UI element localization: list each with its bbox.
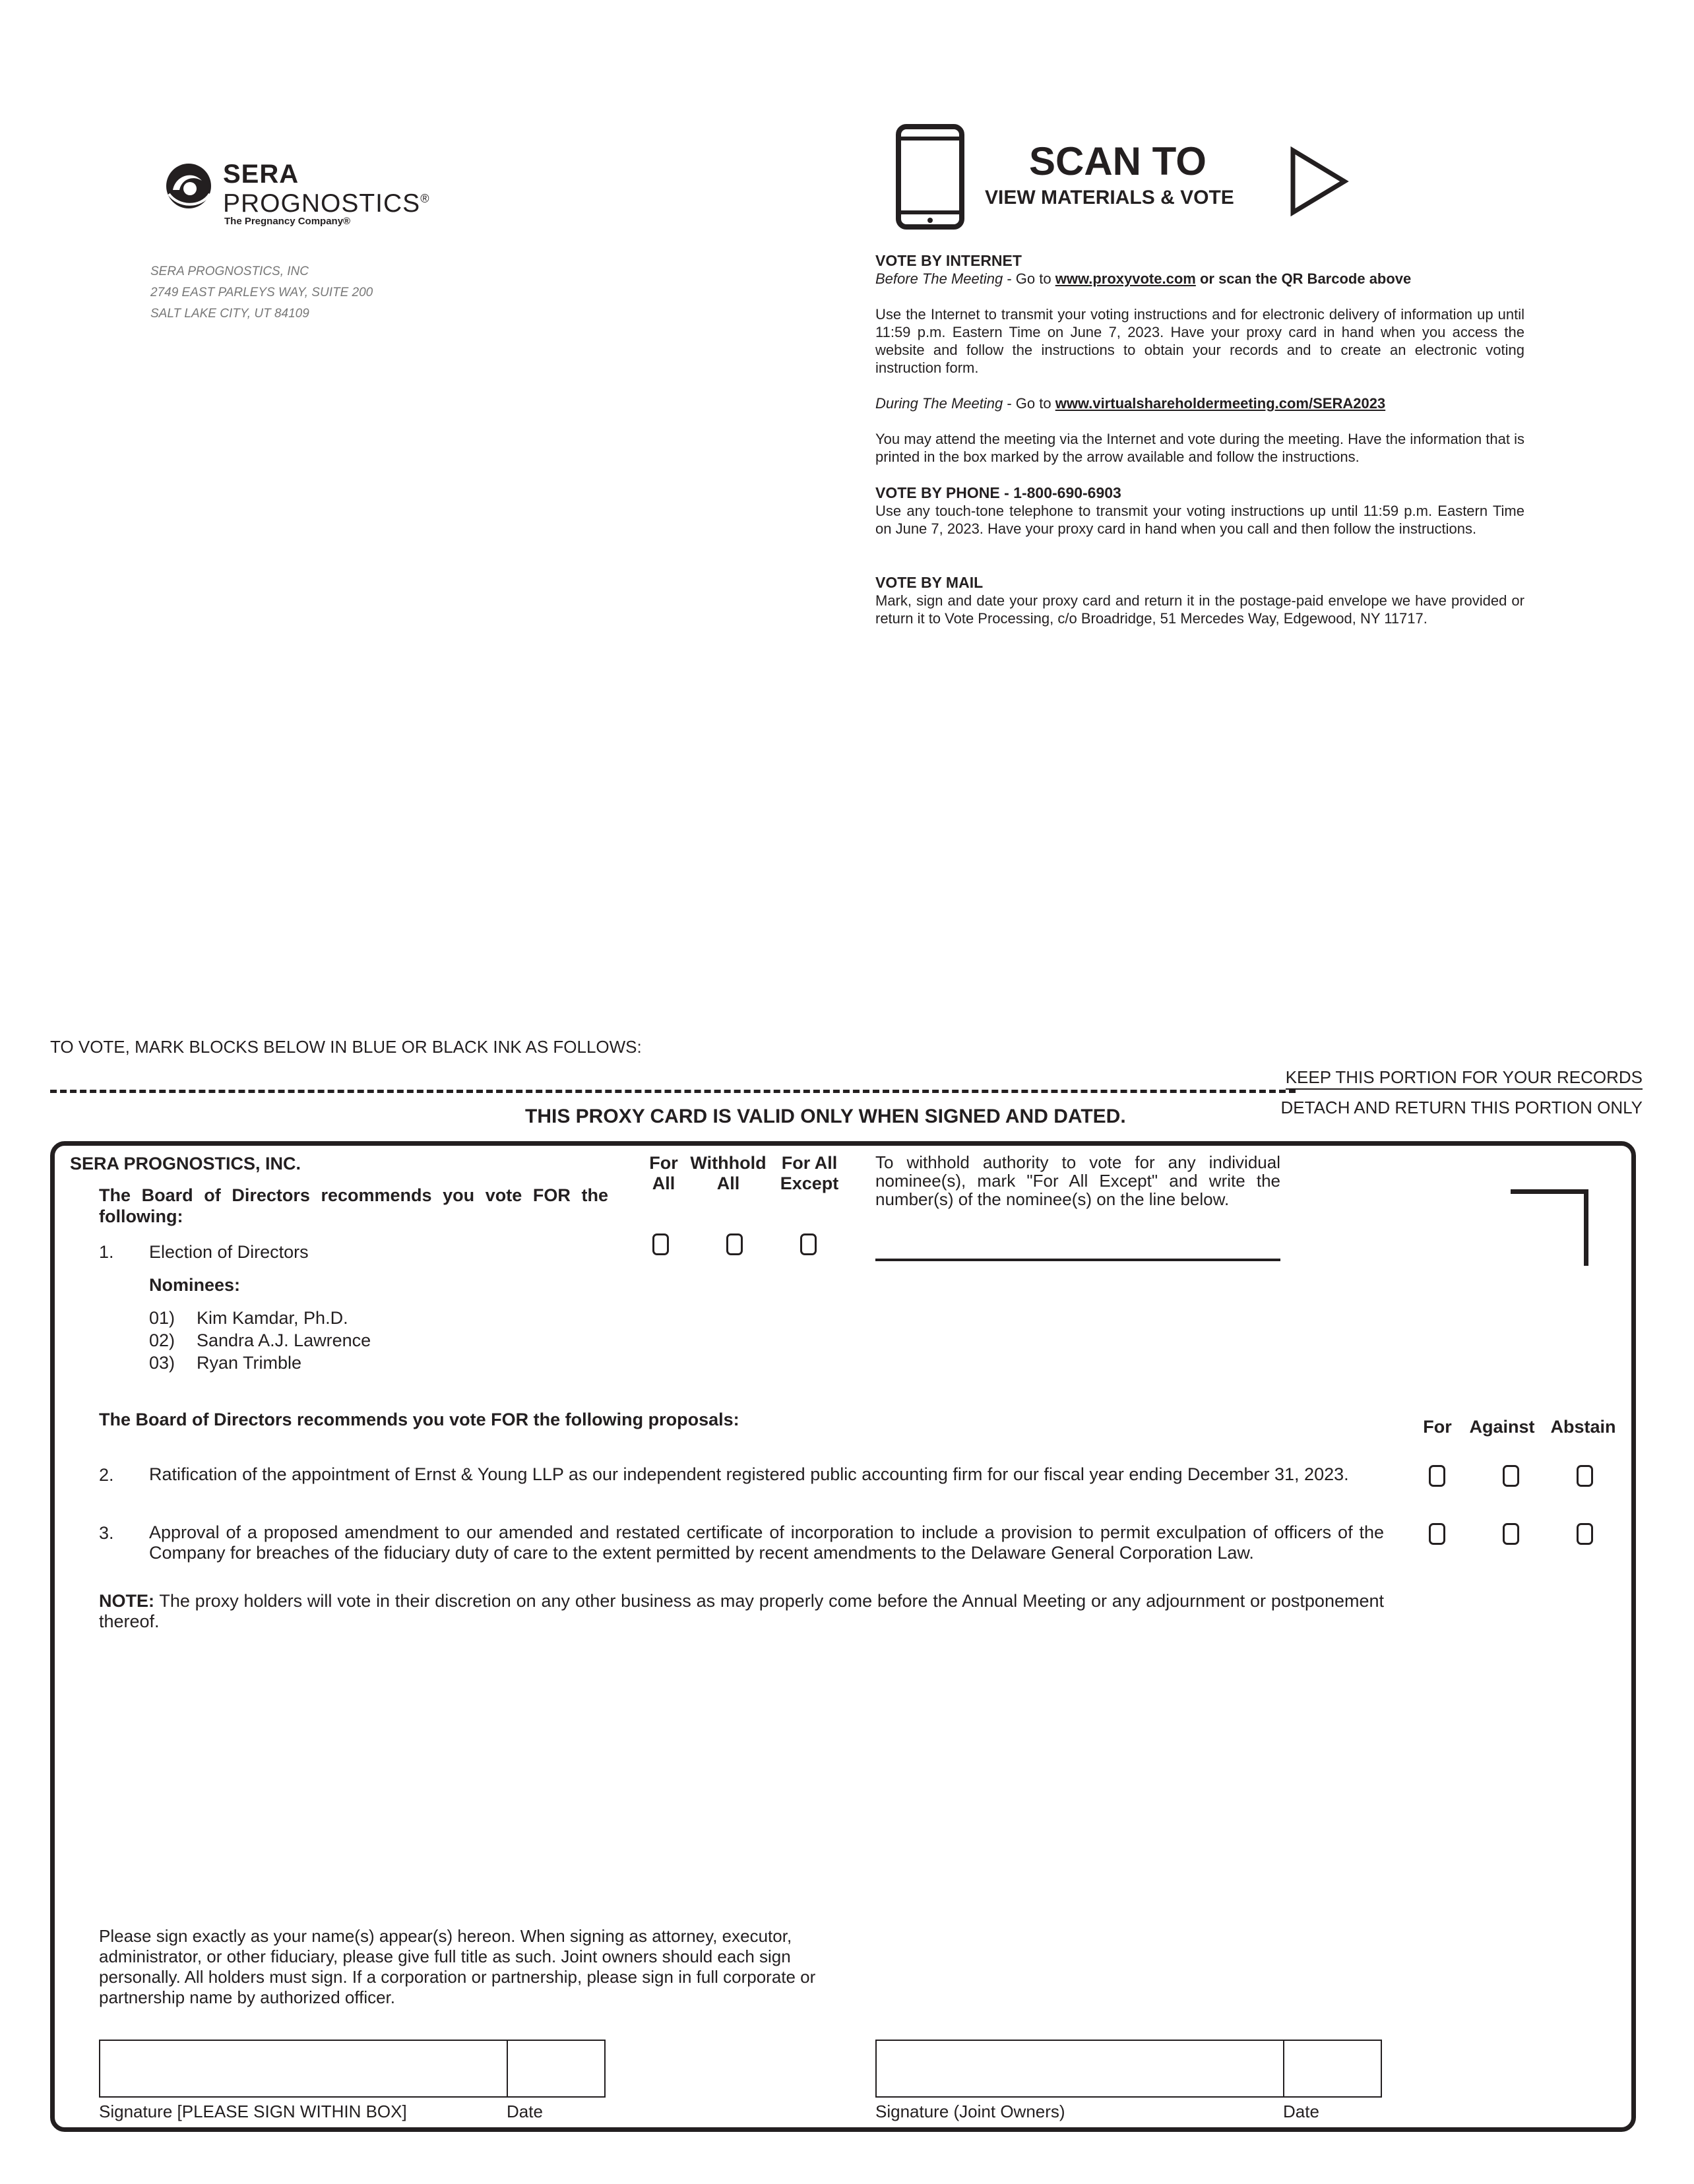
before-meeting-line: Before The Meeting - Go to www.proxyvote.com or scan the QR Barcode above bbox=[875, 270, 1412, 287]
proposal-3-for-checkbox[interactable] bbox=[1429, 1523, 1445, 1545]
withhold-instructions: To withhold authority to vote for any individual nominee(s), mark "For All Except" and write the number(s) of the nominee(s) on the line below. bbox=[875, 1152, 1280, 1209]
joint-date-box[interactable] bbox=[1283, 2040, 1382, 2098]
item-election-directors: Election of Directors bbox=[149, 1242, 309, 1262]
nominee-name: Ryan Trimble bbox=[197, 1353, 302, 1373]
scan-title: SCAN TO bbox=[1029, 139, 1207, 183]
joint-signature-label: Signature (Joint Owners) bbox=[875, 2102, 1065, 2121]
internet-instructions: Use the Internet to transmit your voting instructions and for electronic delivery of information up until 11:59 p.m. Eastern Time on June 7, 2023. Have your proxy card in hand when you access the website and follow the instructions to obtain your records and to create an electronic voting instruction form. bbox=[875, 306, 1524, 376]
nominee-number: 03) bbox=[149, 1353, 175, 1373]
proposal-2-against-checkbox[interactable] bbox=[1503, 1465, 1519, 1487]
nominee-number-line[interactable] bbox=[875, 1259, 1280, 1261]
nominee-number: 02) bbox=[149, 1330, 175, 1350]
item-number: 1. bbox=[99, 1242, 114, 1262]
column-against: Against bbox=[1469, 1417, 1535, 1437]
address-line: SALT LAKE CITY, UT 84109 bbox=[150, 307, 309, 321]
for-all-except-checkbox[interactable] bbox=[800, 1233, 817, 1255]
vote-mail-heading: VOTE BY MAIL bbox=[875, 574, 984, 591]
nominee-number: 01) bbox=[149, 1308, 175, 1328]
proposal-2-abstain-checkbox[interactable] bbox=[1577, 1465, 1593, 1487]
recommend-directors: The Board of Directors recommends you vote FOR the following: bbox=[99, 1185, 608, 1226]
column-for-all: For All bbox=[649, 1153, 678, 1193]
nominee-name: Sandra A.J. Lawrence bbox=[197, 1330, 371, 1350]
column-abstain: Abstain bbox=[1550, 1417, 1616, 1437]
withhold-all-checkbox[interactable] bbox=[726, 1233, 743, 1255]
column-for-all-except: For All Except bbox=[780, 1153, 839, 1193]
proposal-number: 2. bbox=[99, 1465, 114, 1485]
signature-box[interactable] bbox=[99, 2040, 508, 2098]
mark-instructions: TO VOTE, MARK BLOCKS BELOW IN BLUE OR BLACK INK AS FOLLOWS: bbox=[50, 1037, 642, 1057]
address-line: SERA PROGNOSTICS, INC bbox=[150, 265, 309, 278]
date-box[interactable] bbox=[507, 2040, 606, 2098]
nominee-name: Kim Kamdar, Ph.D. bbox=[197, 1308, 348, 1328]
proposal-number: 3. bbox=[99, 1523, 114, 1543]
proposal-3-abstain-checkbox[interactable] bbox=[1577, 1523, 1593, 1545]
valid-notice: THIS PROXY CARD IS VALID ONLY WHEN SIGNED AND DATED. bbox=[525, 1106, 1126, 1127]
vote-by-mail bbox=[875, 574, 1524, 627]
column-for: For bbox=[1423, 1417, 1452, 1437]
vote-internet-heading: VOTE BY INTERNET bbox=[875, 252, 1022, 269]
keep-portion-label: KEEP THIS PORTION FOR YOUR RECORDS bbox=[1286, 1067, 1643, 1090]
vote-by-phone bbox=[875, 484, 1524, 538]
proposal-3-against-checkbox[interactable] bbox=[1503, 1523, 1519, 1545]
return-address bbox=[150, 261, 373, 325]
logo-subname: PROGNOSTICS® bbox=[223, 189, 430, 218]
date-label: Date bbox=[507, 2102, 543, 2121]
virtual-meeting-link[interactable]: www.virtualshareholdermeeting.com/SERA2023 bbox=[1055, 395, 1386, 412]
scan-subtitle: VIEW MATERIALS & VOTE bbox=[985, 187, 1234, 208]
during-meeting-line: During The Meeting - Go to www.virtualshareholdermeeting.com/SERA2023 bbox=[875, 395, 1386, 412]
detach-line bbox=[50, 1090, 1296, 1093]
vote-by-internet bbox=[875, 252, 1524, 466]
proposal-2-for-checkbox[interactable] bbox=[1429, 1465, 1445, 1487]
recommend-proposals: The Board of Directors recommends you vote FOR the following proposals: bbox=[99, 1410, 739, 1429]
mail-instructions: Mark, sign and date your proxy card and return it in the postage-paid envelope we have provided or return it to Vote Processing, c/o Broadridge, 51 Mercedes Way, Edgewood, NY 11717. bbox=[875, 592, 1524, 627]
corner-mark bbox=[1511, 1189, 1588, 1266]
phone-instructions: Use any touch-tone telephone to transmit your voting instructions up until 11:59 p.m. Eastern Time on June 7, 2023. Have your proxy card in hand when you call and then follow the instructions. bbox=[875, 503, 1524, 537]
column-withhold-all: Withhold All bbox=[690, 1153, 767, 1193]
nominees-label: Nominees: bbox=[149, 1275, 241, 1295]
signature-label: Signature [PLEASE SIGN WITHIN BOX] bbox=[99, 2102, 407, 2121]
play-arrow-icon bbox=[1289, 146, 1350, 216]
joint-signature-box[interactable] bbox=[875, 2040, 1284, 2098]
proposal-ratification: Ratification of the appointment of Ernst & Young LLP as our independent registered public accounting firm for our fiscal year ending December 31, 2023. bbox=[149, 1464, 1349, 1484]
sign-instructions: Please sign exactly as your name(s) appear(s) hereon. When signing as attorney, executor, administrator, or other fiduciary, please give full title as such. Joint owners should each sign personally. All holders must sign. If a corporation or partnership, please sign in full corporate or partnership name by authorized officer. bbox=[99, 1926, 816, 2007]
note-paragraph: NOTE: The proxy holders will vote in their discretion on any other business as may properly come before the Annual Meeting or any adjournment or postponement thereof. bbox=[99, 1591, 1384, 1631]
for-all-checkbox[interactable] bbox=[652, 1233, 669, 1255]
proxyvote-link[interactable]: www.proxyvote.com bbox=[1055, 270, 1196, 287]
joint-date-label: Date bbox=[1283, 2102, 1319, 2121]
address-line: 2749 EAST PARLEYS WAY, SUITE 200 bbox=[150, 286, 373, 299]
phone-icon bbox=[896, 124, 964, 230]
logo-tagline: The Pregnancy Company® bbox=[224, 216, 351, 227]
company-logo-icon bbox=[164, 161, 214, 211]
during-meeting-instructions: You may attend the meeting via the Internet and vote during the meeting. Have the information that is printed in the box marked by the arrow available and follow the instructions. bbox=[875, 431, 1524, 465]
vote-phone-heading: VOTE BY PHONE - 1-800-690-6903 bbox=[875, 484, 1121, 501]
detach-portion-label: DETACH AND RETURN THIS PORTION ONLY bbox=[1280, 1098, 1643, 1117]
proposal-amendment: Approval of a proposed amendment to our amended and restated certificate of incorporation to include a provision to permit exculpation of officers of the Company for breaches of the fiduciary duty of care to the extent permitted by recent amendments to the Delaware General Corporation Law. bbox=[149, 1522, 1384, 1563]
logo-name: SERA bbox=[223, 160, 299, 189]
card-company-name: SERA PROGNOSTICS, INC. bbox=[70, 1154, 301, 1173]
